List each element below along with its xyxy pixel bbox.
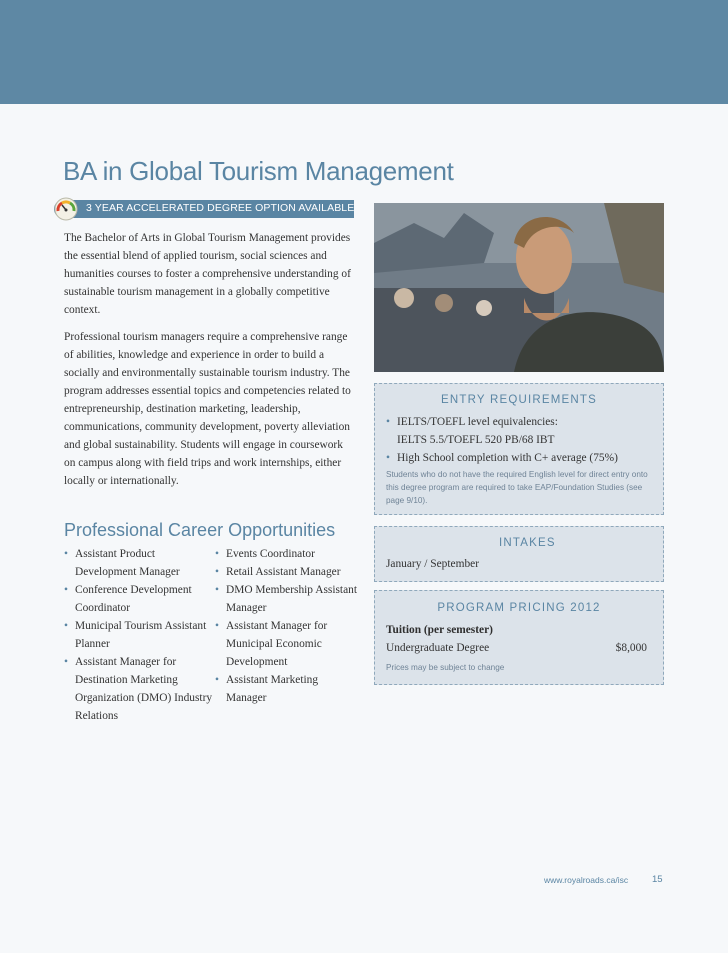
pricing-heading: PROGRAM PRICING 2012 xyxy=(437,602,601,614)
careers-list-right xyxy=(215,545,360,707)
tuition-label: Tuition (per semester) xyxy=(386,624,493,636)
pricing-note: Prices may be subject to change xyxy=(386,663,505,672)
list-item xyxy=(385,449,660,467)
careers-list-left xyxy=(64,545,214,725)
list-item: • Assistant Manager for Municipal Economic Development xyxy=(215,617,360,671)
list-item: • DMO Membership Assistant Manager xyxy=(215,581,360,617)
entry-requirements-note: Students who do not have the required English level for direct entry onto this degree program are required to take EAP/Foundation Studies (see page 9/10). xyxy=(386,470,648,505)
list-item: • Municipal Tourism Assistant Planner xyxy=(64,617,214,653)
pricing-box xyxy=(374,590,664,685)
tuition-amount: $8,000 xyxy=(615,642,647,654)
list-item: • Assistant Manager for Destination Marketing Organization (DMO) Industry Relations xyxy=(64,653,214,725)
page-number: 15 xyxy=(652,874,663,885)
student-photo xyxy=(374,203,664,372)
program-description-paragraph: Professional tourism managers require a comprehensive range of abilities, knowledge and experience in order to build a socially and environmentally sustainable tourism industry. The program addresses essential topics and competencies related to entrepreneurship, destination marketing, leadership, communications, community development, poverty alleviation and global sustainability. Students will engage in coursework on campus along with field trips and work internships, either locally or internationally. xyxy=(64,331,351,487)
header-band xyxy=(0,0,728,104)
intakes-value: January / September xyxy=(386,558,479,570)
list-item: • Events Coordinator xyxy=(215,545,360,563)
requirement-text: • IELTS/TOEFL level equivalencies: xyxy=(397,416,558,428)
banner-label: 3 YEAR ACCELERATED DEGREE OPTION AVAILABLE xyxy=(86,202,355,214)
requirements-list xyxy=(385,413,660,467)
list-item: • Assistant Marketing Manager xyxy=(215,671,360,707)
list-item: • Conference Development Coordinator xyxy=(64,581,214,617)
degree-label: Undergraduate Degree xyxy=(386,642,490,654)
intakes-heading: INTAKES xyxy=(499,537,556,549)
entry-requirements-box xyxy=(374,383,664,515)
requirement-detail: IELTS 5.5/TOEFL 520 PB/68 IBT xyxy=(397,434,555,446)
requirement-text: • High School completion with C+ average (75%) xyxy=(397,452,618,464)
degree-option-banner xyxy=(54,200,354,218)
careers-heading: Professional Career Opportunities xyxy=(64,520,336,540)
page-title: BA in Global Tourism Management xyxy=(63,156,454,186)
intro-paragraph: The Bachelor of Arts in Global Tourism Management provides the essential blend of applied tourism, social sciences and humanities courses to foster a comprehensive understanding of sustainable tourism management in a globally competitive context. xyxy=(64,232,351,316)
entry-requirements-heading: ENTRY REQUIREMENTS xyxy=(440,394,597,406)
intakes-box xyxy=(374,526,664,582)
footer-url: www.royalroads.ca/isc xyxy=(544,875,629,885)
list-item xyxy=(385,413,660,449)
list-item: • Retail Assistant Manager xyxy=(215,563,360,581)
list-item: • Assistant Product Development Manager xyxy=(64,545,214,581)
speedometer-icon xyxy=(54,197,78,221)
